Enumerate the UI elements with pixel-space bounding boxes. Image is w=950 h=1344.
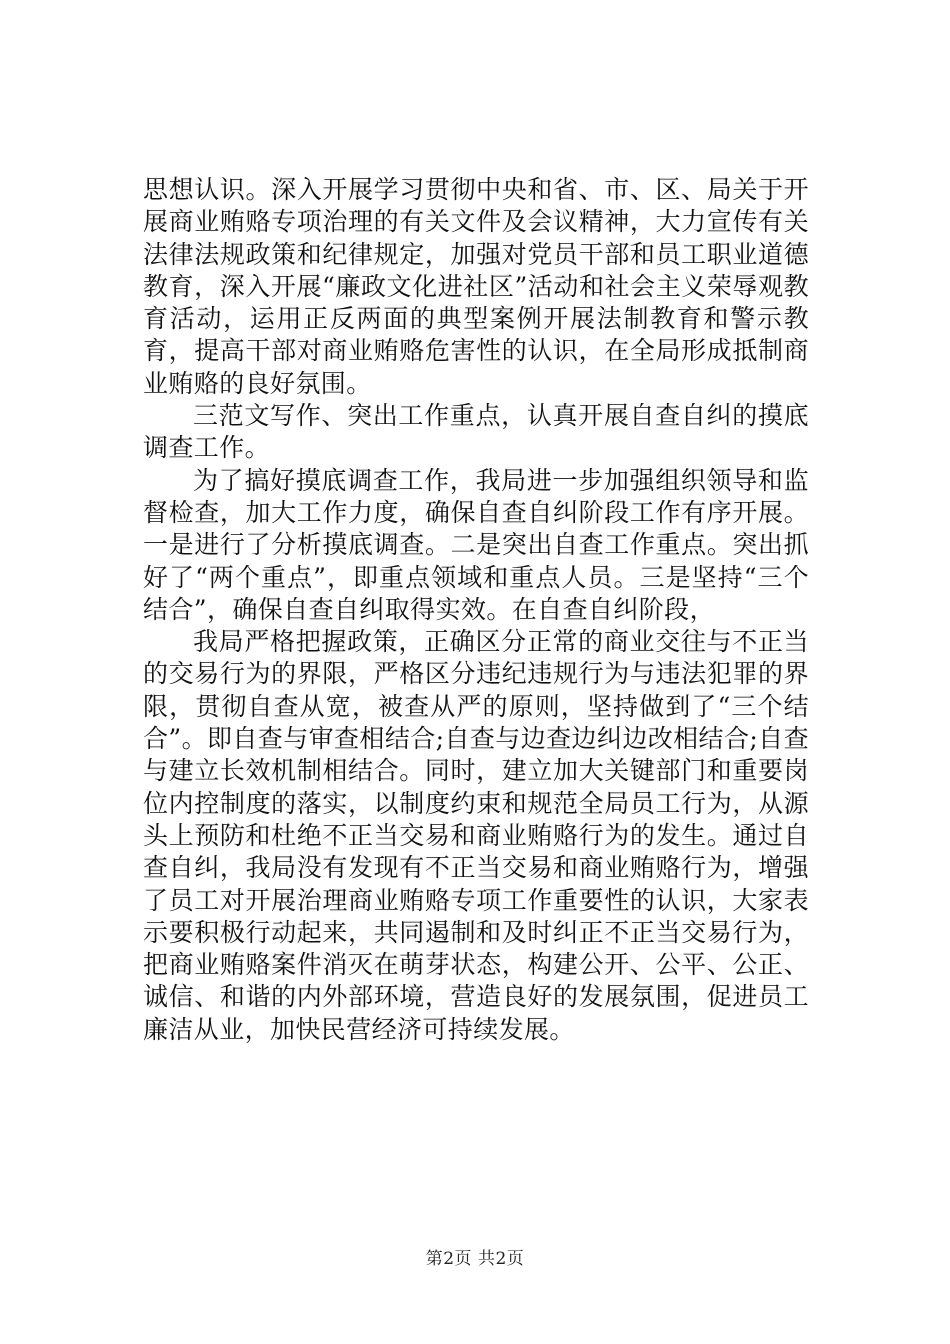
document-body <box>143 174 809 1046</box>
paragraph-4: 我局严格把握政策，正确区分正常的商业交往与不正当的交易行为的界限，严格区分违纪违规行为与违法犯罪的界限，贯彻自查从宽，被查从严的原则，坚持做到了“三个结合”。即自查与审查相结合;自查与边查边纠边改相结合;自查与建立长效机制相结合。同时，建立加大关键部门和重要岗位内控制度的落实，以制度约束和规范全局员工行为，从源头上预防和杜绝不正当交易和商业贿赂行为的发生。通过自查自纠，我局没有发现有不正当交易和商业贿赂行为，增强了员工对开展治理商业贿赂专项工作重要性的认识，大家表示要积极行动起来，共同遏制和及时纠正不正当交易行为，把商业贿赂案件消灭在萌芽状态，构建公开、公平、公正、诚信、和谐的内外部环境，营造良好的发展氛围，促进员工廉洁从业，加快民营经济可持续发展。 <box>143 627 809 1044</box>
paragraph-3: 为了搞好摸底调查工作，我局进一步加强组织领导和监督检查，加大工作力度，确保自查自纠阶段工作有序开展。一是进行了分析摸底调查。二是突出自查工作重点。突出抓好了“两个重点”，即重点领域和重点人员。三是坚持“三个结合”，确保自查自纠取得实效。在自查自纠阶段， <box>143 465 809 624</box>
page-number-footer: 第2页 共2页 <box>425 1249 525 1269</box>
paragraph-1: 思想认识。深入开展学习贯彻中央和省、市、区、局关于开展商业贿赂专项治理的有关文件及会议精神，大力宣传有关法律法规政策和纪律规定，加强对党员干部和员工职业道德教育，深入开展“廉政文化进社区”活动和社会主义荣辱观教育活动，运用正反两面的典型案例开展法制教育和警示教育，提高干部对商业贿赂危害性的认识，在全局形成抵制商业贿赂的良好氛围。 <box>143 175 809 398</box>
paragraph-2: 三范文写作、突出工作重点，认真开展自查自纠的摸底调查工作。 <box>143 401 809 463</box>
